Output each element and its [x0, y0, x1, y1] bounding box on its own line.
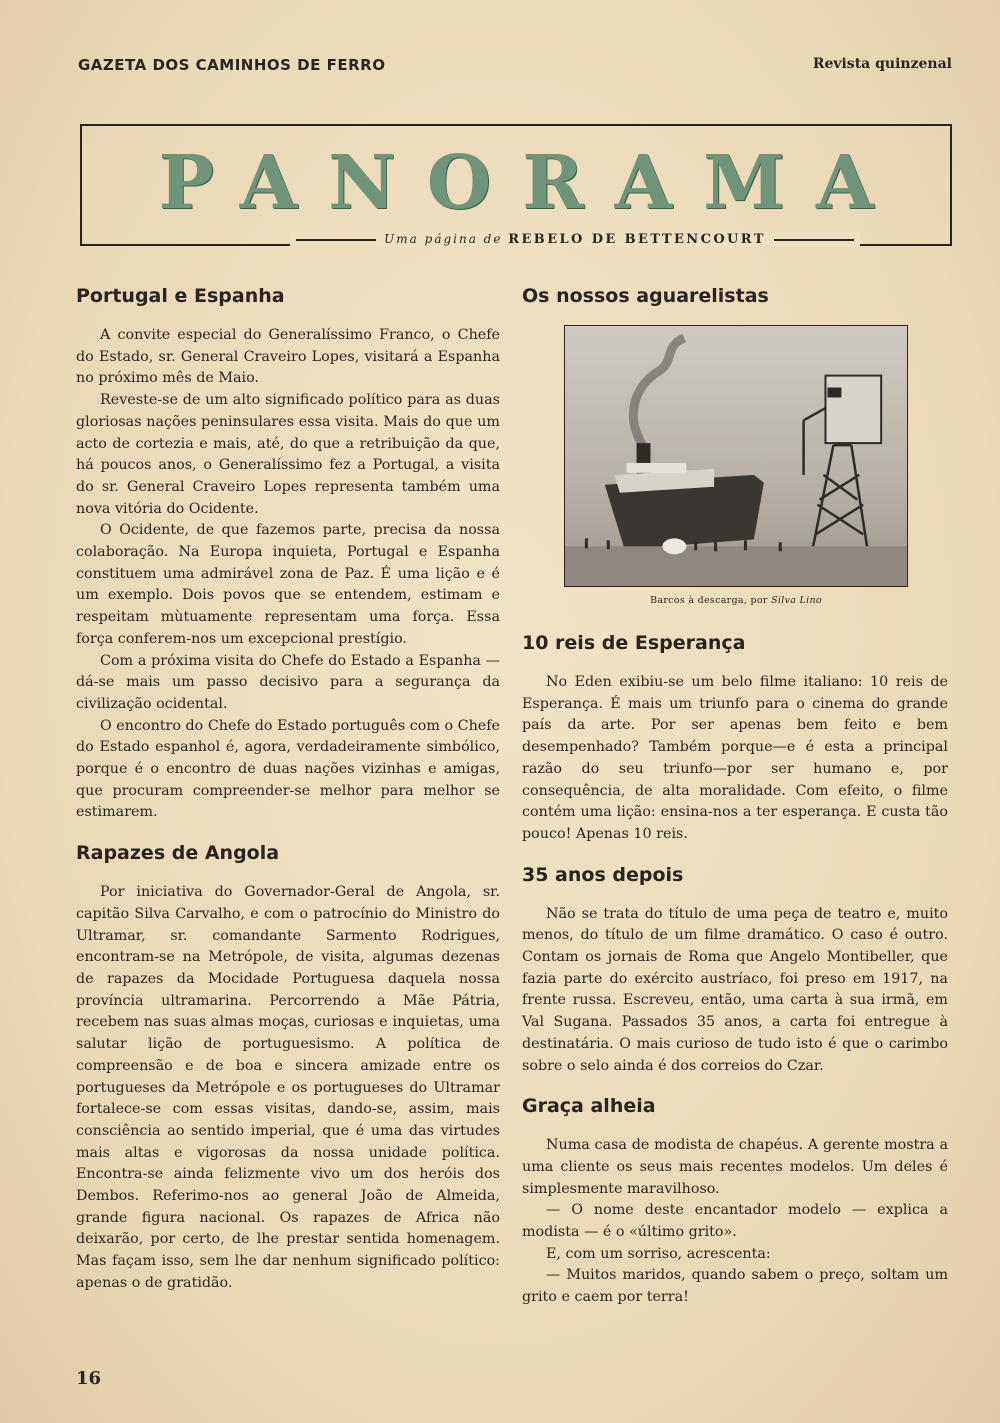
publication-frequency: Revista quinzenal: [812, 56, 952, 72]
byline-rule-left: [296, 239, 376, 241]
article-heading: 10 reis de Esperança: [522, 632, 746, 654]
right-column: [522, 285, 948, 1327]
article-10-reis: [522, 632, 948, 846]
article-paragraph: O encontro do Chefe do Estado português com o Chefe do Estado espanhol é, agora, verdadeiramente simbólico, porque é o encontro de duas nações vizinhas e amigas, que procuram compreender-se melhor para melhor se estimarem.: [76, 717, 500, 821]
page-number: 16: [76, 1368, 102, 1389]
article-heading: Os nossos aguarelistas: [522, 285, 769, 307]
figure-caption: [564, 595, 908, 606]
article-portugal-espanha: [76, 285, 500, 824]
article-heading: 35 anos depois: [522, 863, 684, 886]
article-paragraph: Reveste-se de um alto significado político para as duas gloriosas nações peninsulares essa visita. Mais do que um acto de cortezia e mais, até, do que a retribuição da que, há poucos anos, o Generalíssimo fez a Portugal, a visita do sr. General Craveiro Lopes representa também uma nova vitória do Ocidente.: [76, 392, 500, 517]
caption-author: Silva Lino: [771, 595, 822, 606]
article-paragraph: A convite especial do Generalíssimo Franco, o Chefe do Estado, sr. General Craveiro Lopes, visitará a Espanha no próximo mês de Maio.: [76, 327, 500, 387]
masthead-box: [80, 124, 952, 246]
byline-author: REBELO DE BETTENCOURT: [508, 232, 766, 247]
article-heading: Portugal e Espanha: [76, 285, 285, 307]
figure: [564, 325, 908, 606]
caption-text: Barcos à descarga, por: [650, 595, 768, 606]
article-rapazes-angola: [76, 842, 500, 1294]
article-paragraph: — O nome deste encantador modelo — explica a modista — é o «último grito».: [522, 1202, 948, 1241]
article-paragraph: Numa casa de modista de chapéus. A gerente mostra a uma cliente os seus mais recentes modelos. Um deles é simplesmente maravilhoso.: [522, 1137, 948, 1197]
article-paragraph: O Ocidente, de que fazemos parte, precisa da nossa colaboração. Na Europa inquieta, Portugal e Espanha constituem uma admirável zona de Paz. É uma lição e é um exemplo. Dois povos que se entendem, estimam e respeitam mùtuamente representam uma força. Essa força conferem-nos um excepcional prestígio.: [76, 522, 500, 647]
article-paragraph: Com a próxima visita do Chefe do Estado a Espanha — dá-se mais um passo decisivo para a segurança da civilização ocidental.: [76, 652, 500, 712]
article-graca-alheia: [522, 1095, 948, 1309]
article-paragraph: No Eden exibiu-se um belo filme italiano: 10 reis de Esperança. É mais um triunfo para o cinema do grande país da arte. Por ser apenas bem feito e bem desempenhado? Também porque—e é esta a principal razão do seu triunfo—por ser humano e, por consequência, de alta moralidade. Com efeito, o filme contém uma lição: ensina-nos a ter esperança. E custa tão pouco! Apenas 10 reis.: [522, 674, 948, 842]
byline: [290, 232, 860, 247]
article-aguarelistas: [522, 285, 948, 606]
byline-prefix: Uma página de: [384, 232, 503, 246]
article-paragraph: Não se trata do título de uma peça de teatro e, muito menos, do título de um filme dramático. O caso é outro. Contam os jornais de Roma que Angelo Montibeller, que fazia parte do exército austríaco, foi preso em 1917, na frente russa. Escreveu, então, uma carta à sua irmã, em Val Sugana. Passados 35 anos, a carta foi entregue à destinatária. O mais curioso de tudo isto é que o carimbo sobre o selo ainda é dos correios do Czar.: [522, 905, 948, 1074]
article-35-anos: [522, 864, 948, 1078]
article-paragraph: — Muitos maridos, quando sabem o preço, soltam um grito e caem por terra!: [522, 1267, 948, 1306]
publication-title: GAZETA DOS CAMINHOS DE FERRO: [78, 56, 386, 74]
article-heading: Rapazes de Angola: [76, 842, 280, 865]
left-column: [76, 285, 500, 1313]
harbor-painting-image: [564, 325, 908, 587]
article-heading: Graça alheia: [522, 1095, 656, 1118]
masthead-title: PANORAMA: [158, 140, 905, 226]
article-paragraph: Por iniciativa do Governador-Geral de Angola, sr. capitão Silva Carvalho, e com o patrocínio do Ministro do Ultramar, sr. comandante Sarmento Rodrigues, encontram-se na Metrópole, de visita, algumas dezenas de rapazes da Mocidade Portuguesa daquela nossa província ultramarina. Percorrendo a Mãe Pátria, recebem nas suas almas moças, curiosas e inquietas, uma salutar lição de portuguesismo. A política de compreensão e de boa e sincera amizade entre os portugueses da Metrópole e os portugueses do Ultramar fortalece-se com essas visitas, dando-se, assim, mais consciência ao sentido imperial, que é uma das virtudes mais altas e vigorosas da nossa unidade política. Encontra-se ainda felizmente vivo um dos heróis dos Dembos. Referimo-nos ao general João de Almeida, grande figura nacional. Os rapazes de Africa não deixarão, por certo, de lhe prestar sentida homenagem. Mas façam isso, sem lhe dar nenhum significado político: apenas o de gratidão.: [76, 884, 500, 1291]
byline-text: [384, 232, 766, 247]
byline-rule-right: [774, 239, 854, 241]
article-paragraph: E, com um sorriso, acrescenta:: [546, 1245, 771, 1262]
running-head: [78, 56, 952, 74]
